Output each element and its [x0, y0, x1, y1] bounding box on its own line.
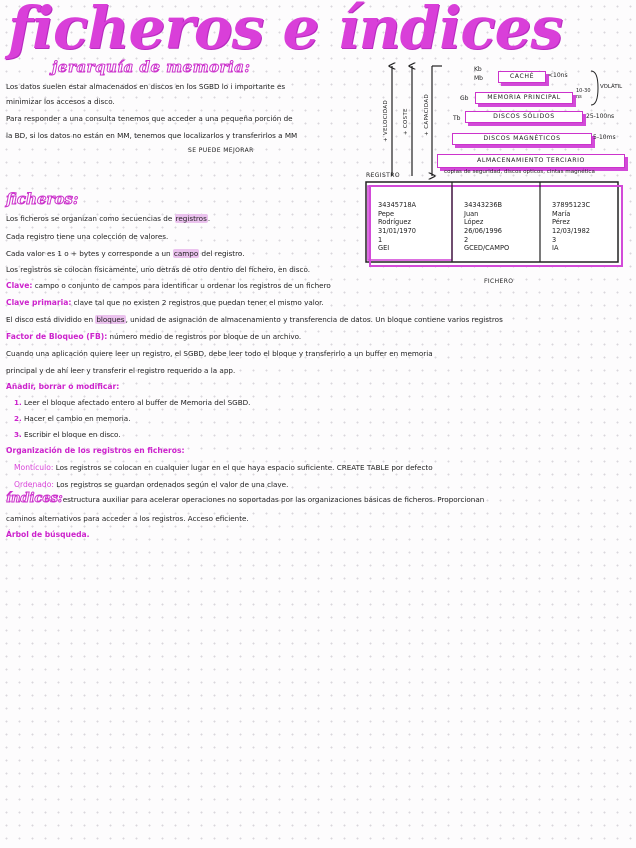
arbol-busqueda: Árbol de búsqueda. — [6, 530, 90, 539]
record-1: 34345718A Pepe Rodríguez 31/01/1970 1 GEI — [378, 201, 417, 253]
volatil-label: VOLÁTIL — [600, 84, 623, 90]
record-3: 37895123C María Pérez 12/03/1982 3 IA — [552, 201, 591, 253]
org-monticulo: Montículo: Los registros se colocan en cualquier lugar en el que haya espacio suficiente. CREATE TABLE por defecto — [14, 463, 433, 472]
section-ficheros: ficheros: — [6, 190, 79, 208]
record-2: 34343236B Juan López 26/06/1996 2 GCED/CAMPO — [464, 201, 510, 253]
ficheros-line-3: Cada valor es 1 o + bytes y corresponde a un campo del registro. — [6, 249, 245, 258]
ficheros-line-4: Los registros se colocan físicamente, uno detrás de otro dentro del fichero, en disco. — [6, 265, 311, 274]
level-memoria-principal: MEMORIA PRINCIPAL — [475, 92, 573, 104]
def-clave-primaria: Clave primaria: clave tal que no existen 2 registros que puedan tener el mismo valor. — [6, 298, 324, 307]
records-table — [364, 180, 624, 266]
step-2: 2. Hacer el cambio en memoria. — [14, 414, 131, 423]
intro-line-1: Los datos suelen estar almacenados en discos en los SGBD lo i importante es — [6, 82, 286, 91]
note-mb: Mb — [474, 75, 483, 82]
tertiary-note: copias de seguridad, discos opticos, cintas magnética — [444, 169, 595, 175]
app-line-1: Cuando una aplicación quiere leer un registro, el SGBD, debe leer todo el bloque y transferirlo a un buffer en memoria — [6, 349, 433, 358]
app-line-2: principal y de ahí leer y transferir el registro requerido a la app. — [6, 366, 236, 375]
heading-organizacion: Organización de los registros en ficheros: — [6, 446, 185, 455]
time-memoria: 10-30 ns — [576, 88, 591, 100]
org-ordenado: Ordenado: Los registros se guardan ordenados según el valor de una clave. — [14, 480, 289, 489]
note-kb: Kb — [474, 66, 482, 73]
def-factor-bloqueo: Factor de Bloqueo (FB): número medio de registros por bloque de un archivo. — [6, 332, 302, 341]
level-discos-solidos: DISCOS SÓLIDOS — [465, 111, 583, 123]
intro-line-4: la BD, si los datos no están en MM, tenemos que localizarlos y transferirlos a MM — [6, 131, 298, 140]
time-solidos: 25-100ns — [586, 113, 615, 120]
note-gb: Gb — [460, 95, 469, 102]
time-cache: <10ns — [548, 72, 568, 79]
label-capacidad: + CAPACIDAD — [424, 94, 430, 136]
subtitle-jerarquia: jerarquía de memoria: — [52, 58, 251, 76]
note-tb: Tb — [453, 115, 461, 122]
heading-modificar: Añadir, borrar o modificar: — [6, 382, 120, 391]
intro-line-2: minimizar los accesos a disco. — [6, 97, 115, 106]
fichero-label: FICHERO — [484, 278, 514, 285]
page-title: ficheros e índices — [8, 0, 563, 62]
bloques-line: El disco está dividido en bloques, unidad de asignación de almacenamiento y transferencia de datos. Un bloque contiene varios registros — [6, 315, 503, 324]
level-almacenamiento-terciario: ALMACENAMIENTO TERCIARIO — [437, 154, 625, 168]
level-discos-magneticos: DISCOS MAGNÉTICOS — [452, 133, 592, 145]
step-3: 3. Escribir el bloque en disco. — [14, 430, 121, 439]
time-magneticos: 5-10ms — [593, 134, 616, 141]
level-cache: CACHÉ — [498, 71, 546, 83]
label-coste: + COSTE — [403, 108, 409, 136]
def-clave: Clave: campo o conjunto de campos para identificar u ordenar los registros de un fichero — [6, 281, 331, 290]
ficheros-line-2: Cada registro tiene una colección de valores. — [6, 232, 169, 241]
label-velocidad: + VELOCIDAD — [383, 100, 389, 143]
intro-line-3: Para responder a una consulta tenemos que acceder a una pequeña porción de — [6, 114, 293, 123]
registro-label: REGISTRO — [366, 172, 400, 179]
step-1: 1. Leer el bloque afectado entero al buffer de Memoria del SGBD. — [14, 398, 251, 407]
intro-note: SE PUEDE MEJORAR — [188, 147, 254, 154]
ficheros-line-1: Los ficheros se organizan como secuencias de registros. — [6, 214, 211, 223]
indices-line-1: índices:estructura auxiliar para acelerar operaciones no soportadas por las organizaciones básicas de ficheros. Proporcionan — [6, 491, 485, 506]
indices-line-2: caminos alternativos para acceder a los registros. Acceso eficiente. — [6, 514, 249, 523]
